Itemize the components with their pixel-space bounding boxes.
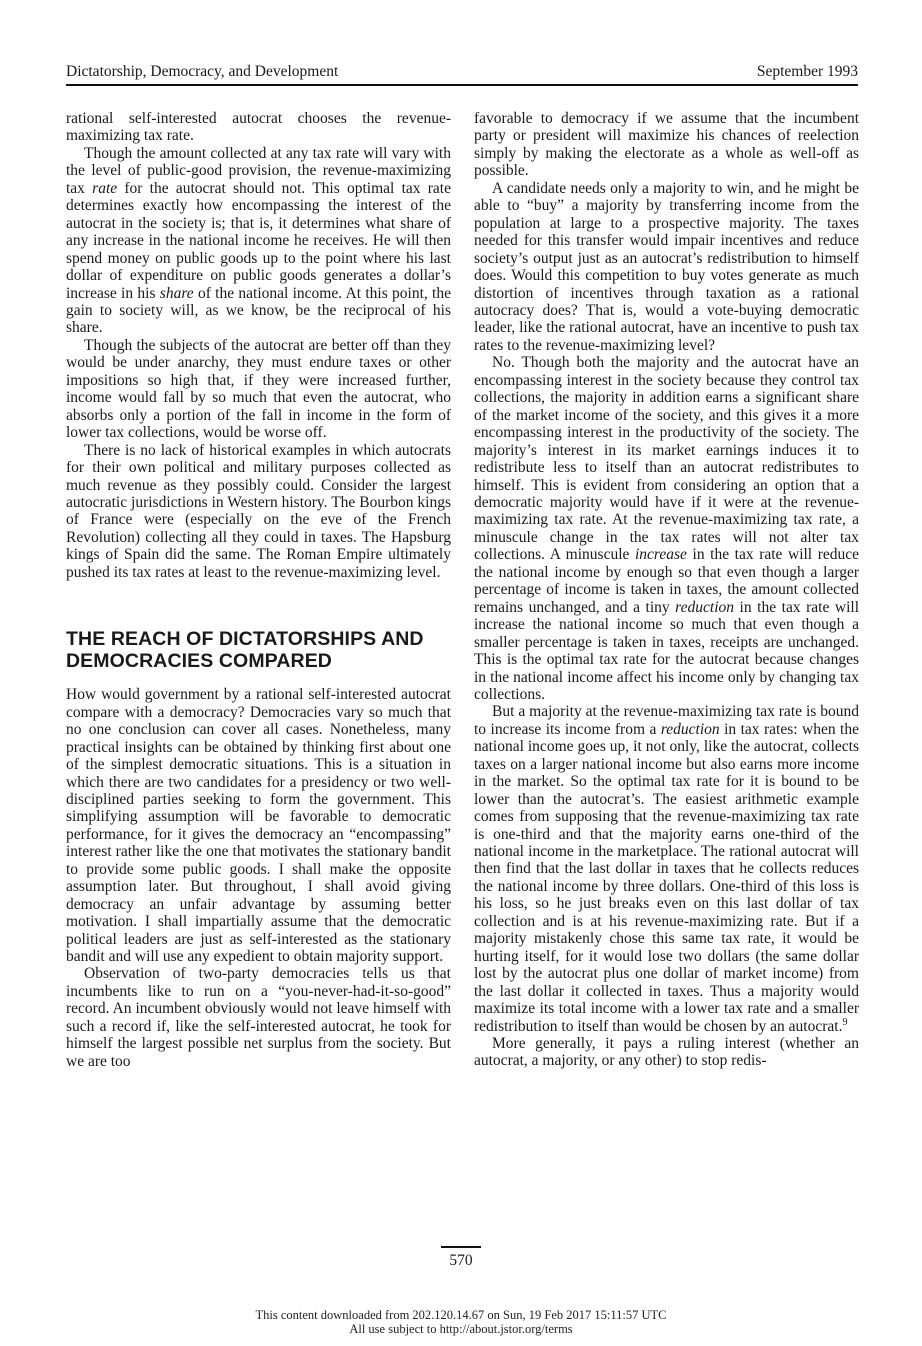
footnote-marker[interactable]: 9: [842, 1016, 848, 1028]
page-number: 570: [449, 1252, 473, 1269]
paragraph: A candidate needs only a majority to win, and he might be able to “buy” a majority by transferring income from the population at large to a prospective majority. The taxes needed for this transfer would impair incentives and reduce society’s output just as an autocrat’s redistribution to himself does. Would this competition to buy votes generate as much distortion of incentives through taxation as a rational autocracy does? That is, would a vote-buying democratic leader, like the rational autocrat, have an incentive to push tax rates to the revenue-maximizing level?: [474, 179, 859, 354]
paragraph: Though the subjects of the autocrat are better off than they would be under anarchy, they must endure taxes or other impositions so high that, if they were increased further, income would fall by so much that even the autocrat, who absorbs only a portion of the fall in income in the form of lower tax collections, would be worse off.: [66, 336, 451, 442]
section-heading: THE REACH OF DICTATORSHIPS AND DEMOCRACIES COMPARED: [66, 628, 424, 673]
download-footer: [0, 1309, 922, 1336]
right-column: [474, 110, 859, 1070]
journal-article-title: Dictatorship, Democracy, and Development: [66, 63, 339, 80]
paragraph: Observation of two-party democracies tells us that incumbents like to run on a “you-never-had-it-so-good” record. An incumbent obviously would not leave himself with such a record if, like the self-interested autocrat, he took for himself the largest possible net surplus from the society. But we are too: [66, 965, 451, 1070]
download-notice: This content downloaded from 202.120.14.67 on Sun, 19 Feb 2017 15:11:57 UTC: [255, 1308, 667, 1322]
header-rule: [66, 84, 858, 86]
issue-date: September 1993: [756, 63, 858, 80]
paragraph: More generally, it pays a ruling interest (whether an autocrat, a majority, or any other) to stop redis-: [474, 1035, 859, 1070]
running-header: [66, 62, 858, 82]
paragraph: How would government by a rational self-interested autocrat compare with a democracy? Democracies vary so much that no one conclusion can cover all cases. Nonetheless, many practical insights can be obtained by thinking first about one of the simplest democratic situations. This is a situation in which there are two candidates for a presidency or two well-disciplined parties seeking to form the government. This simplifying assumption will be favorable to democratic performance, for it gives the democracy an “encompassing” interest rather like the one that motivates the stationary bandit to provide some public goods. I shall make the opposite assumption later. But throughout, I shall avoid giving democracy an unfair advantage by assuming better motivation. I shall impartially assume that the democratic political leaders are just as self-interested as the stationary bandit and will use any expedient to obtain majority support.: [66, 686, 451, 966]
paragraph: favorable to democracy if we assume that the incumbent party or president will maximize his chances of reelection simply by making the electorate as a whole as well-off as possible.: [474, 110, 859, 180]
terms-notice: All use subject to http://about.jstor.org/terms: [349, 1321, 573, 1336]
left-column: [66, 110, 451, 1070]
paragraph: But a majority at the revenue-maximizing tax rate is bound to increase its income from a reduction in tax rates: when the national income goes up, it not only, like the autocrat, collects taxes on a larger national income but also earns more income in the market. So the optimal tax rate for it is bound to be lower than the autocrat’s. The easiest arithmetic example comes from supposing that the revenue-maximizing tax rate is one-third and that the majority earns one-third of the national income in the marketplace. The rational autocrat will then find that the last dollar in taxes that he collects reduces the national income by three dollars. One-third of this loss is his loss, so he just breaks even on this last dollar of tax collection and is at his revenue-maximizing rate. But if a majority mistakenly chose this same tax rate, it would be hurting itself, for it would lose two dollars (the same dollar lost by the autocrat plus one dollar of market income) from the last dollar it collected in taxes. Thus a majority would maximize its total income with a lower tax rate and a smaller redistribution to itself than would be chosen by an autocrat.$^9$: [474, 703, 859, 1035]
paragraph: There is no lack of historical examples in which autocrats for their own political and military purposes collected as much revenue as they possibly could. Consider the largest autocratic jurisdictions in Western history. The Bourbon kings of France were (especially on the eve of the French Revolution) collecting all they could in taxes. The Hapsburg kings of Spain did the same. The Roman Empire ultimately pushed its tax rates at least to the revenue-maximizing level.: [66, 441, 451, 581]
paragraph: Though the amount collected at any tax rate will vary with the level of public-good provision, the revenue-maximizing tax rate for the autocrat should not. This optimal tax rate determines exactly how encompassing the interest of the autocrat in the society is; that is, it determines what share of any increase in the national income he receives. He will then spend money on public goods up to the point where his last dollar of expenditure on public goods generates a dollar’s increase in his share of the national income. At this point, the gain to society will, as we know, be the reciprocal of his share.: [66, 144, 451, 337]
paragraph: rational self-interested autocrat chooses the revenue-maximizing tax rate.: [66, 110, 451, 145]
page-number-rule: [441, 1246, 481, 1248]
paragraph: No. Though both the majority and the autocrat have an encompassing interest in the society because they control tax collections, the majority in addition earns a significant share of the market income of the society, and this gives it a more encompassing interest in the productivity of the society. The majority’s interest in its market earnings induces it to redistribute less to itself than an autocrat redistributes to himself. This is evident from considering an option that a democratic majority would have if it were at the revenue-maximizing tax rate. At the revenue-maximizing tax rate, a minuscule change in the tax rates will not alter tax collections. A minuscule increase in the tax rate will reduce the national income by enough so that even though a larger percentage of income is taken in taxes, the amount collected remains unchanged, and a tiny reduction in the tax rate will increase the national income so much that even though a smaller percentage is taken in taxes, receipts are unchanged. This is the optimal tax rate for the autocrat because changes in the national income affect his income only by changing tax collections.: [474, 354, 860, 703]
